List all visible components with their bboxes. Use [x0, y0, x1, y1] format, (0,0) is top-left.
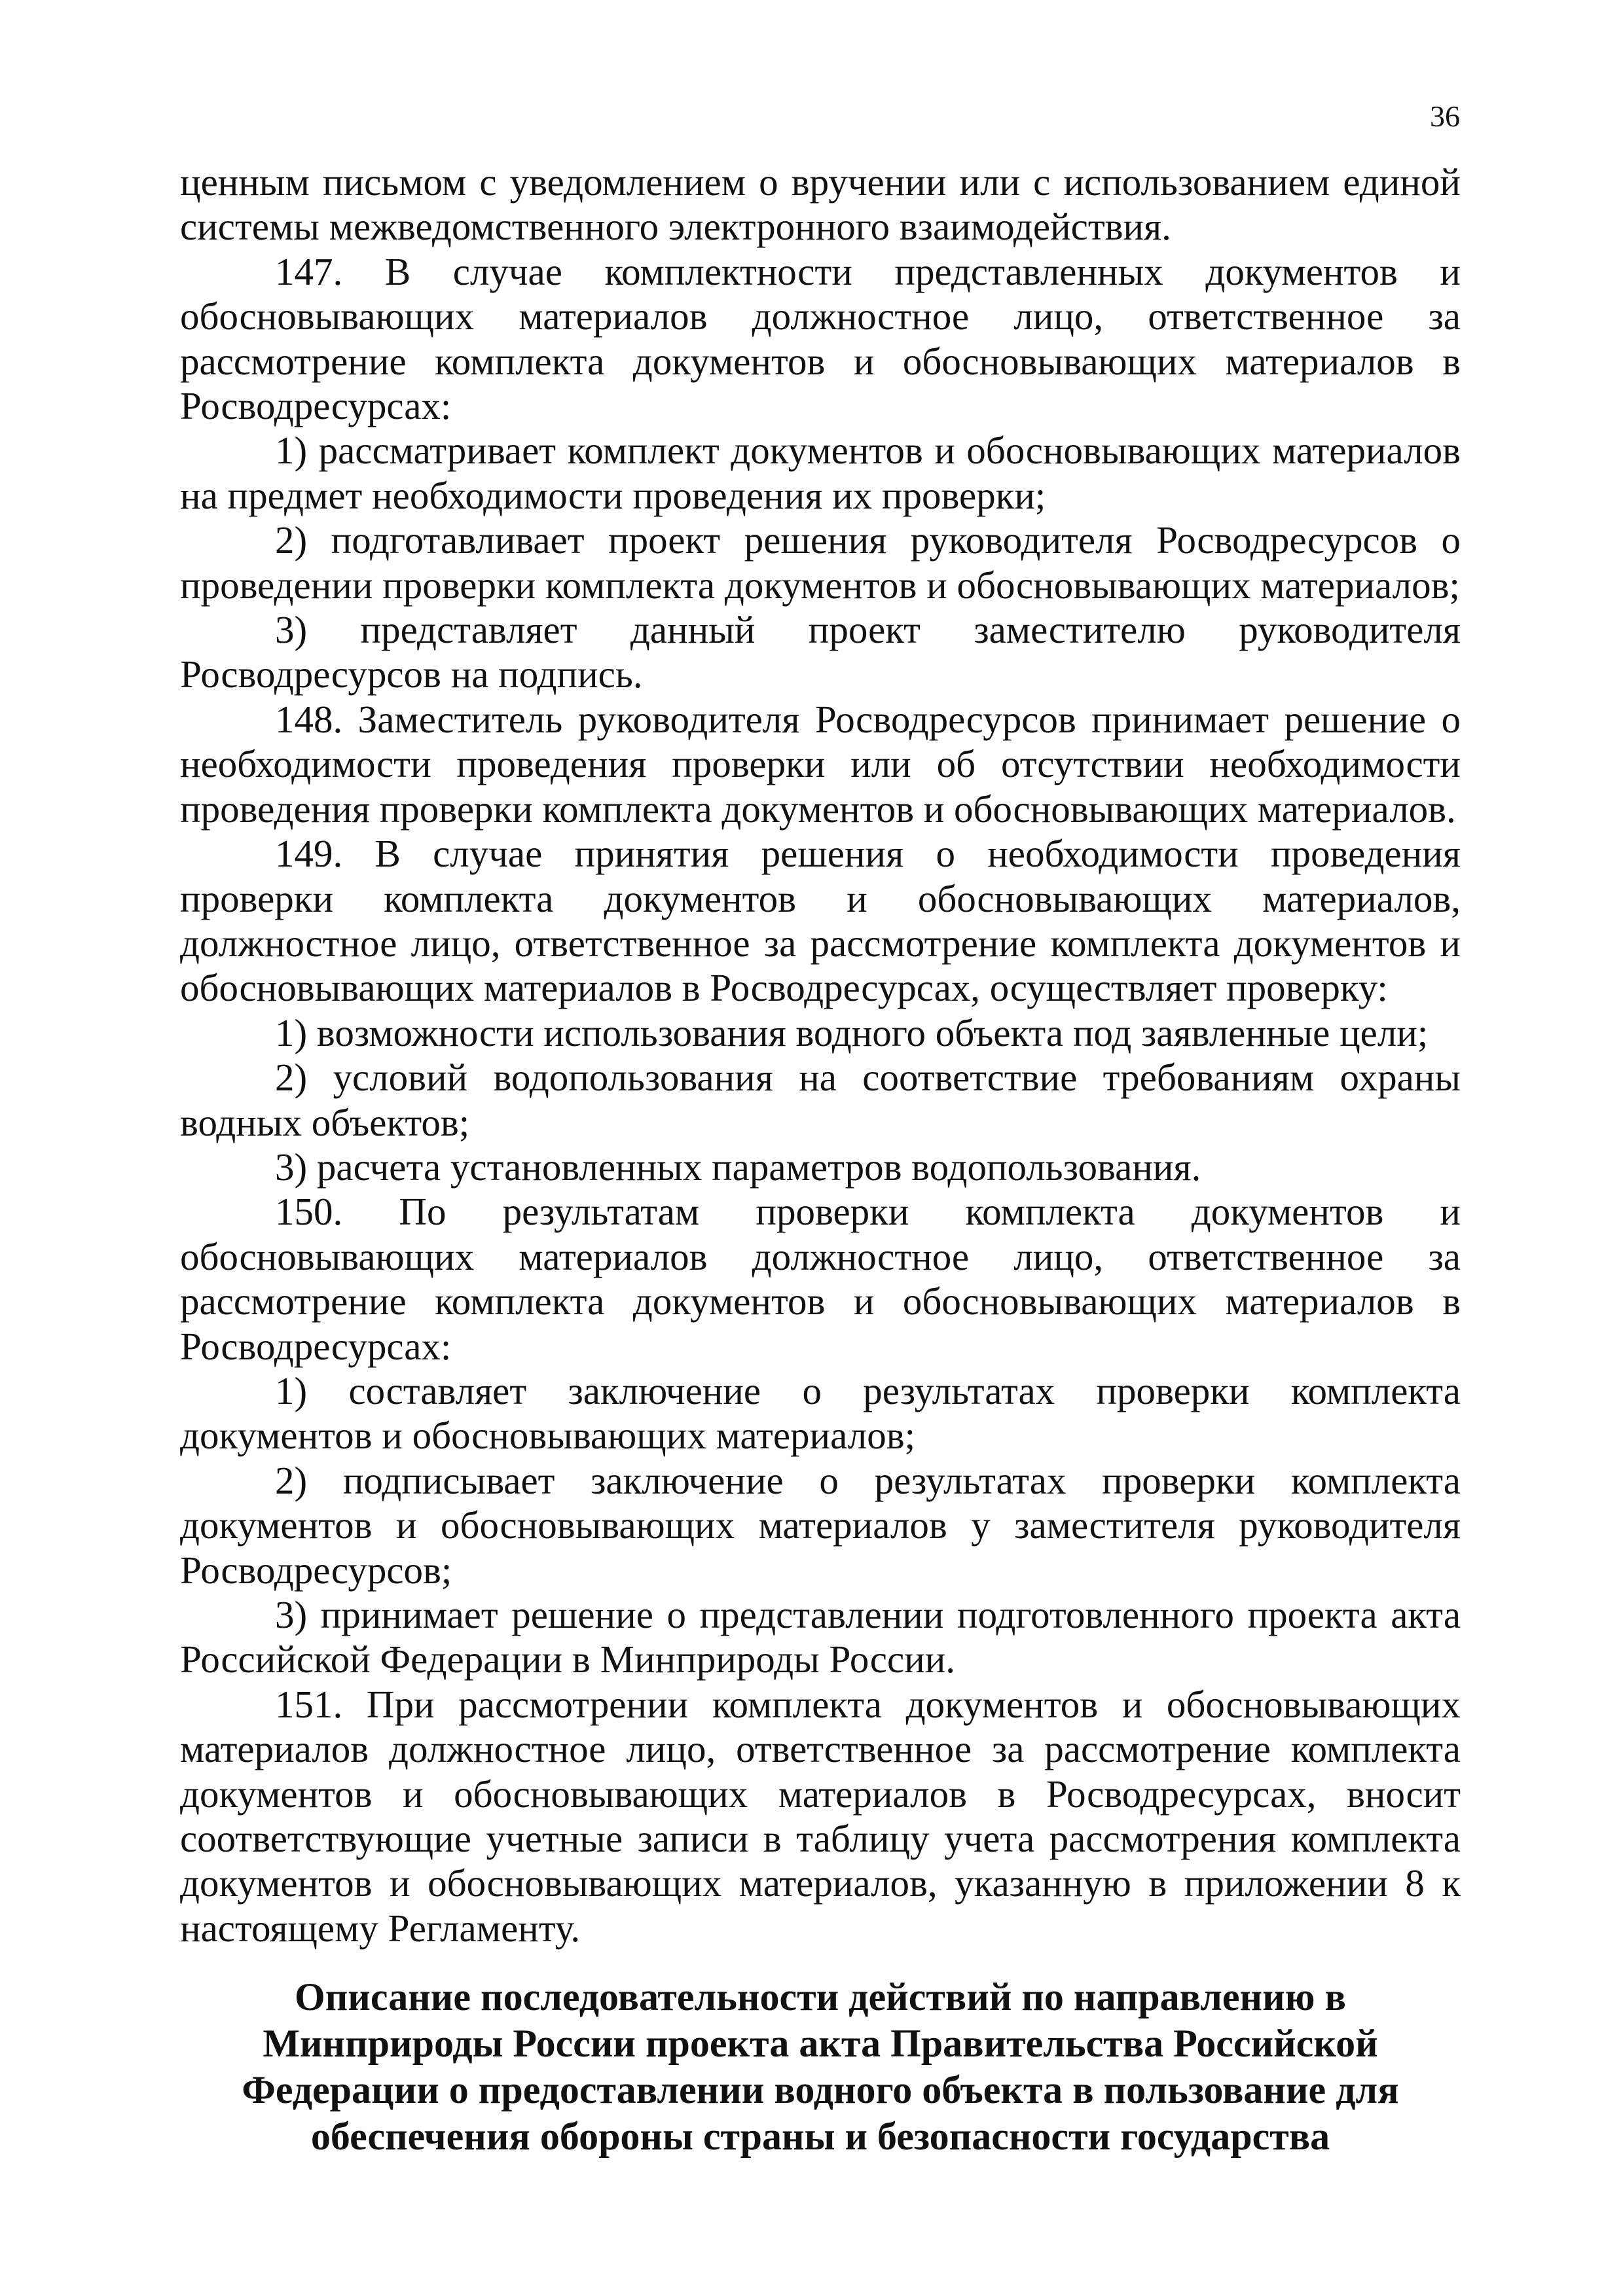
paragraph-continuation: ценным письмом с уведомлением о вручении или с использованием единой системы межведомственного электронного взаимодействия. [180, 160, 1461, 249]
section-heading-line-4: обеспечения обороны страны и безопасности государства [310, 2115, 1330, 2158]
paragraph-149-item-3: 3) расчета установленных параметров водопользования. [275, 1145, 1201, 1189]
paragraph-150: 150. По результатам проверки комплекта документов и обосновывающих материалов должностное лицо, ответственное за рассмотрение комплекта документов и обосновывающих материалов в Росводресурсах: [180, 1190, 1461, 1368]
paragraph-150-item-1: 1) составляет заключение о результатах проверки комплекта документов и обосновывающих материалов; [180, 1369, 1461, 1458]
section-heading-line-2: Минприроды России проекта акта Правительства Российской [263, 2022, 1378, 2065]
section-heading-line-1: Описание последовательности действий по направлению в [295, 1975, 1346, 2018]
paragraph-147-item-2: 2) подготавливает проект решения руководителя Росводресурсов о проведении проверки комплекта документов и обосновывающих материалов; [180, 518, 1461, 607]
paragraph-150-item-2: 2) подписывает заключение о результатах проверки комплекта документов и обосновывающих материалов у заместителя руководителя Росводресурсов; [180, 1458, 1461, 1592]
paragraph-150-item-3: 3) принимает решение о представлении подготовленного проекта акта Российской Федерации в Минприроды России. [180, 1593, 1461, 1681]
paragraph-149-item-1: 1) возможности использования водного объекта под заявленные цели; [275, 1011, 1429, 1054]
paragraph-149-item-2: 2) условий водопользования на соответствие требованиям охраны водных объектов; [180, 1056, 1461, 1144]
paragraph-151: 151. При рассмотрении комплекта документов и обосновывающих материалов должностное лицо, ответственное за рассмотрение комплекта документов и обосновывающих материалов в Росводресурсах, вносит соответствующие учетные записи в таблицу учета рассмотрения комплекта документов и обосновывающих материалов, указанную в приложении 8 к настоящему Регламенту. [180, 1682, 1461, 1950]
document-body [180, 160, 1461, 1950]
paragraph-147-item-3: 3) представляет данный проект заместителю руководителя Росводресурсов на подпись. [180, 608, 1461, 696]
page-number: 36 [1430, 99, 1460, 133]
section-heading-line-3: Федерации о предоставлении водного объекта в пользование для [242, 2068, 1399, 2111]
paragraph-147-item-1: 1) рассматривает комплект документов и обосновывающих материалов на предмет необходимости проведения их проверки; [180, 429, 1461, 517]
paragraph-148: 148. Заместитель руководителя Росводресурсов принимает решение о необходимости проведения проверки или об отсутствии необходимости проведения проверки комплекта документов и обосновывающих материалов. [180, 697, 1461, 831]
paragraph-147: 147. В случае комплектности представленных документов и обосновывающих материалов должностное лицо, ответственное за рассмотрение комплекта документов и обосновывающих материалов в Росводресурсах: [180, 249, 1461, 428]
paragraph-149: 149. В случае принятия решения о необходимости проведения проверки комплекта документов и обосновывающих материалов, должностное лицо, ответственное за рассмотрение комплекта документов и обосновывающих материалов в Росводресурсах, осуществляет проверку: [180, 832, 1461, 1010]
section-heading [180, 1974, 1461, 2160]
